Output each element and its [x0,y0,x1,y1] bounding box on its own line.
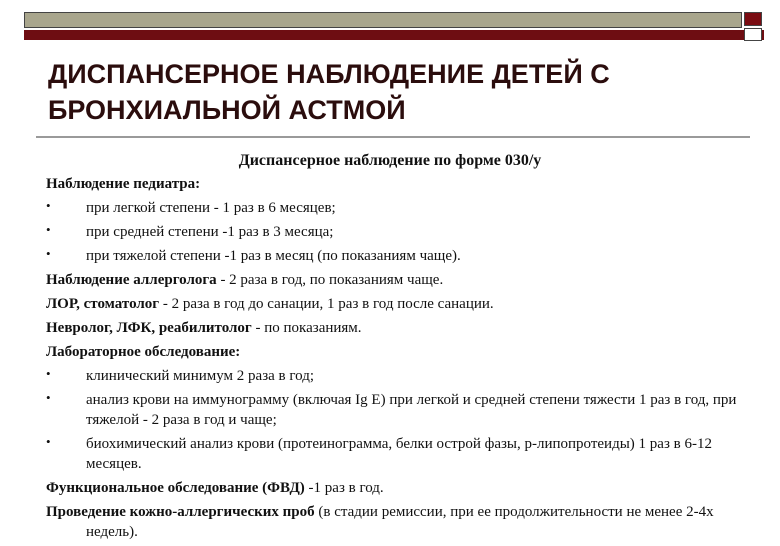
bullet-icon: • [46,434,51,449]
functional-line [46,478,756,498]
ent-line [46,294,756,314]
list-item-text: при легкой степени - 1 раз в 6 месяцев; [86,200,336,216]
decor-square-dark [744,12,762,26]
bullet-icon: • [46,198,51,213]
decor-square-light [744,28,762,41]
bullet-icon: • [46,246,51,261]
list-item-text: биохимический анализ крови (протеинограмма, белки острой фазы, р-липопротеиды) 1 раз в 6-12 месяцев. [86,436,712,472]
bullet-icon: • [46,390,51,405]
list-item-text: при тяжелой степени -1 раз в месяц (по показаниям чаще). [86,248,461,264]
title-divider [36,136,750,138]
subheading: Диспансерное наблюдение по форме 030/у [238,152,542,169]
list-item-text: при средней степени -1 раз в 3 месяца; [86,224,334,240]
neuro-label: Невролог, ЛФК, реабилитолог [46,320,252,336]
list-item [46,246,756,266]
functional-text: -1 раз в год. [304,480,384,496]
skin-tests-line [46,502,756,542]
content-body [46,174,756,546]
allergist-line [46,270,756,290]
ent-text: - 2 раза в год до санации, 1 раз в год после санации. [159,296,494,312]
functional-label: Функциональное обследование (ФВД) [46,480,305,496]
neuro-text: - по показаниям. [251,320,362,336]
bullet-icon: • [46,366,51,381]
list-item [46,198,756,218]
allergist-text: - 2 раза в год, по показаниям чаще. [216,272,444,288]
list-item-text: клинический минимум 2 раза в год; [86,368,315,384]
page-title: ДИСПАНСЕРНОЕ НАБЛЮДЕНИЕ ДЕТЕЙ С БРОНХИАЛЬНОЙ АСТМОЙ [48,59,610,125]
list-item-text: анализ крови на иммунограмму (включая Ig E) при легкой и средней степени тяжести 1 раз в год, при тяжелой - 2 раза в год и чаще; [86,392,737,428]
skin-tests-text: (в стадии ремиссии, при ее продолжительности не менее 2-4х недель). [86,504,714,540]
list-item [46,390,756,430]
skin-tests-label: Проведение кожно-аллергических проб [46,504,315,520]
ent-label: ЛОР, стоматолог [46,296,160,312]
pediatrician-heading: Наблюдение педиатра: [46,176,201,192]
top-decor-bar [24,12,742,28]
list-item [46,434,756,474]
lab-heading: Лабораторное обследование: [46,344,241,360]
list-item [46,366,756,386]
top-accent-line [24,30,764,40]
allergist-label: Наблюдение аллерголога [46,272,217,288]
list-item [46,222,756,242]
neuro-line [46,318,756,338]
bullet-icon: • [46,222,51,237]
